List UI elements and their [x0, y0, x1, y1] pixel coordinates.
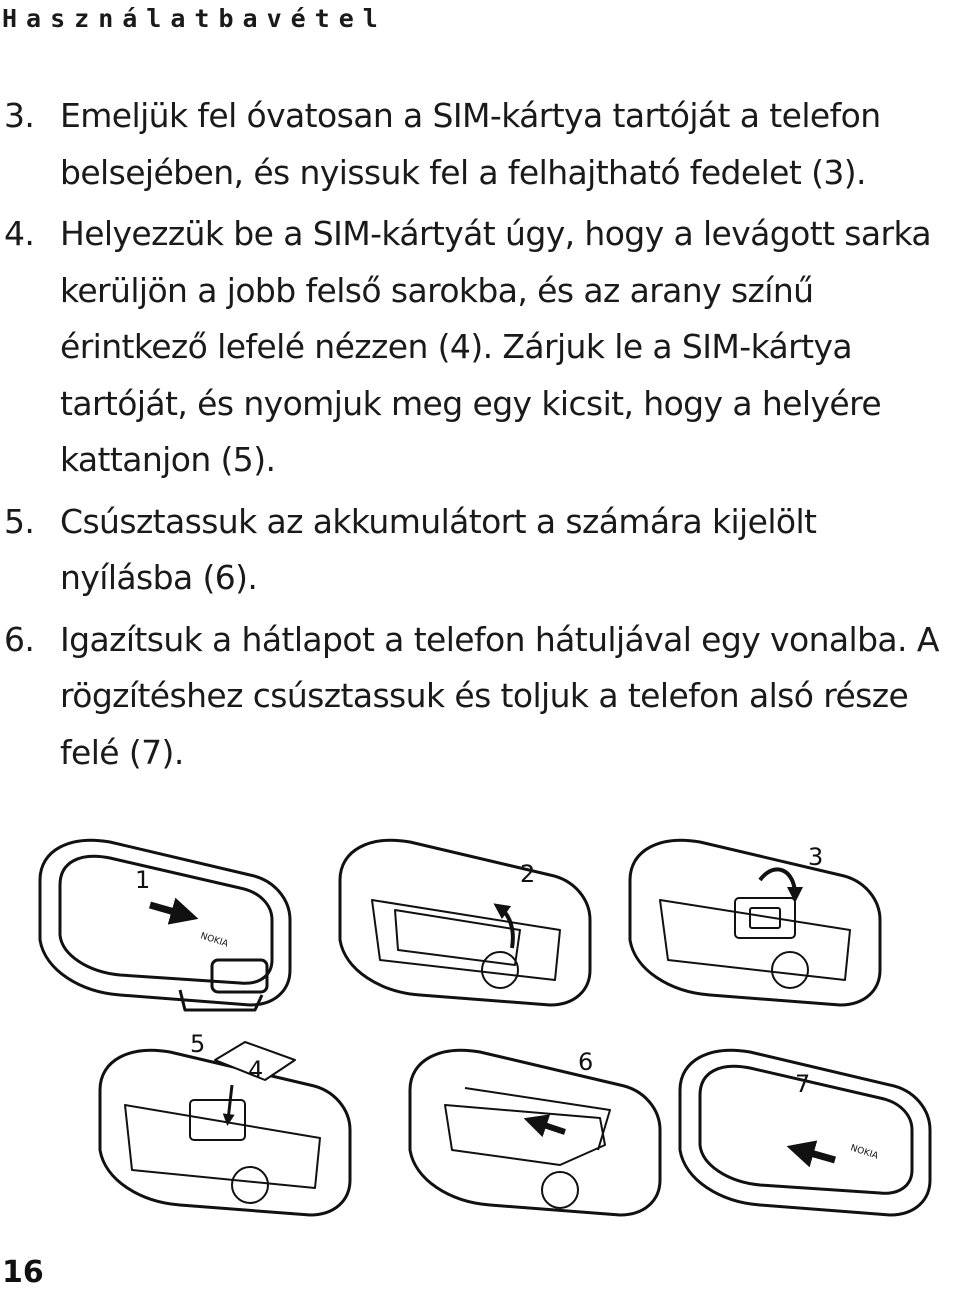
step-6-illustration	[410, 1048, 660, 1215]
step-label-1: 1	[135, 866, 151, 894]
step-text: Csúsztassuk az akkumulátort a számára kijelölt nyílásba (6).	[60, 501, 817, 597]
step-number: 5.	[4, 501, 35, 541]
step-label-4: 4	[248, 1056, 264, 1084]
brand-logo: NOKIA	[849, 1143, 880, 1162]
step-5	[4, 494, 954, 607]
step-number: 3.	[4, 96, 35, 135]
section-header: Használatbavétel	[2, 4, 387, 33]
step-4	[4, 206, 954, 489]
step-number: 6.	[4, 619, 35, 659]
step-1-illustration	[40, 840, 290, 1010]
step-text: Igazítsuk a hátlapot a telefon hátuljával egy vonalba. A rögzítéshez csúsztassuk és toljuk a telefon alsó része felé (7).	[60, 619, 939, 772]
step-7-illustration	[680, 1050, 930, 1215]
step-label-2: 2	[520, 860, 536, 888]
step-label-5: 5	[190, 1030, 206, 1058]
step-3	[4, 88, 954, 201]
step-2-illustration	[340, 840, 590, 1005]
brand-logo: NOKIA	[199, 931, 230, 950]
step-label-7: 7	[795, 1070, 811, 1098]
instruction-steps	[4, 88, 954, 786]
step-text: Emeljük fel óvatosan a SIM-kártya tartóját a telefon belsejében, és nyissuk fel a felhajtható fedelet (3).	[60, 96, 881, 192]
page-number: 16	[2, 1255, 44, 1290]
step-label-3: 3	[808, 843, 824, 871]
assembly-illustrations	[0, 820, 960, 1240]
step-number: 4.	[4, 214, 35, 253]
step-4-5-illustration	[100, 1030, 350, 1215]
step-6	[4, 612, 954, 782]
step-text: Helyezzük be a SIM-kártyát úgy, hogy a levágott sarka kerüljön a jobb felső sarokba, és az arany színű érintkező lefelé nézzen (4). Zárjuk le a SIM-kártya tartóját, és nyomjuk meg egy kicsit, hogy a helyére kattanjon (5).	[60, 214, 932, 479]
step-label-6: 6	[578, 1048, 594, 1076]
step-3-illustration	[630, 840, 880, 1005]
